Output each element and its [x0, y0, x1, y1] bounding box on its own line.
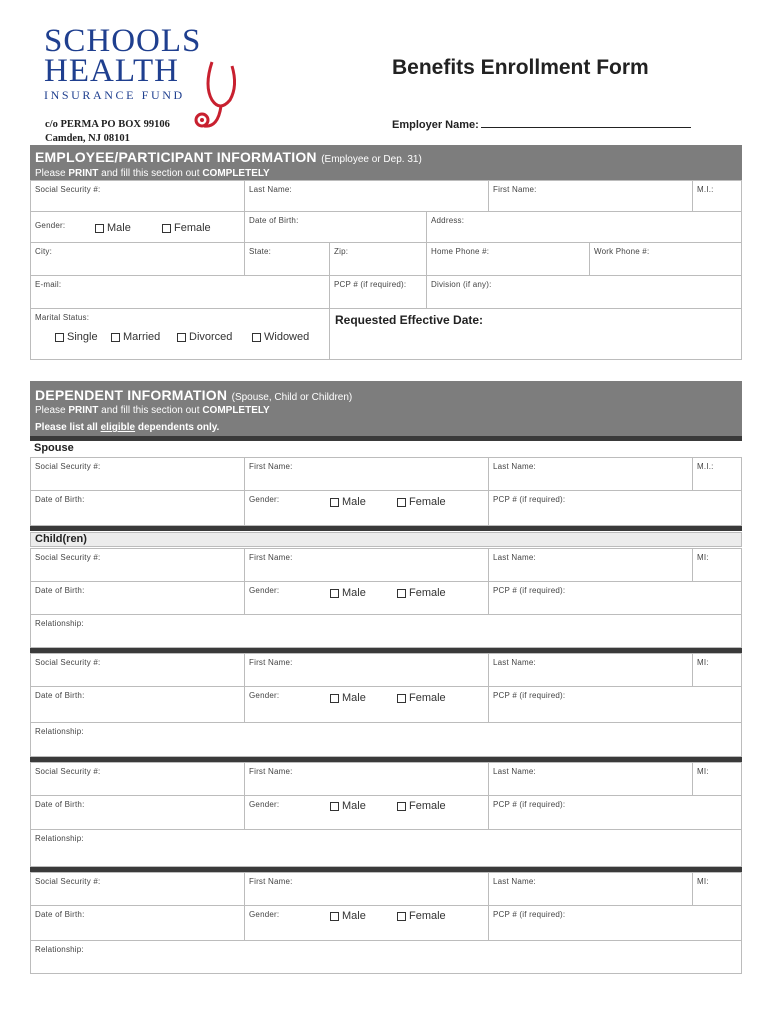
checkbox-label: Male [107, 222, 131, 234]
field-label: City: [35, 247, 52, 256]
mailing-address [45, 118, 170, 146]
checkbox-label: Male [342, 692, 366, 704]
checkbox-label: Female [409, 692, 446, 704]
child-4-gender-male-checkbox[interactable] [330, 910, 366, 922]
field-label: Last Name: [493, 553, 536, 562]
field-label: Last Name: [493, 658, 536, 667]
spouse-first-name-field[interactable] [244, 457, 489, 491]
stethoscope-icon [194, 56, 244, 136]
employee-pcp-field[interactable] [329, 275, 427, 309]
checkbox-icon [330, 912, 339, 921]
checkbox-icon [397, 589, 406, 598]
employee-email-field[interactable] [30, 275, 330, 309]
checkbox-label: Male [342, 800, 366, 812]
field-label: Social Security #: [35, 877, 101, 886]
child-2-last-name-field[interactable] [488, 653, 693, 687]
checkbox-label: Female [409, 496, 446, 508]
field-label: Division (if any): [431, 280, 492, 289]
child-2-mi-field[interactable] [692, 653, 742, 687]
employee-gender-field [30, 211, 245, 243]
checkbox-icon [111, 333, 120, 342]
child-4-gender-field [244, 905, 489, 941]
child-1-first-name-field[interactable] [244, 548, 489, 582]
field-label: First Name: [249, 553, 293, 562]
field-label: Date of Birth: [35, 586, 85, 595]
employee-gender-male-checkbox[interactable] [95, 222, 131, 234]
employee-section-subtitle: (Employee or Dep. 31) [321, 154, 422, 165]
field-label: Last Name: [493, 767, 536, 776]
employee-city-field[interactable] [30, 242, 245, 276]
child-3-relationship-field[interactable] [30, 829, 742, 867]
instr-text: Please [35, 405, 69, 416]
field-label: E-mail: [35, 280, 62, 289]
checkbox-label: Female [409, 910, 446, 922]
dependent-section-banner [30, 381, 742, 436]
checkbox-label: Married [123, 331, 161, 343]
checkbox-icon [330, 498, 339, 507]
spouse-gender-male-checkbox[interactable] [330, 496, 366, 508]
field-label: MI: [697, 877, 709, 886]
instr-text-mid: and fill this section out [98, 168, 203, 179]
instr-print: PRINT [68, 405, 99, 416]
employee-gender-female-checkbox[interactable] [162, 222, 211, 234]
field-label: Last Name: [493, 462, 536, 471]
checkbox-icon [397, 498, 406, 507]
instr-text: Please [35, 168, 69, 179]
employee-dob-field[interactable] [244, 211, 427, 243]
child-1-ssn-field[interactable] [30, 548, 245, 582]
employee-address-field[interactable] [426, 211, 742, 243]
field-label: M.I.: [697, 185, 714, 194]
employer-name-field[interactable] [392, 117, 691, 131]
field-label: Relationship: [35, 727, 84, 736]
instr-print: PRINT [68, 168, 99, 179]
employee-zip-field[interactable] [329, 242, 427, 276]
checkbox-icon [95, 224, 104, 233]
employee-instructions [35, 168, 270, 179]
marital-divorced-checkbox[interactable] [177, 331, 232, 343]
checkbox-icon [177, 333, 186, 342]
field-label: Marital Status: [35, 313, 90, 322]
field-label: Gender: [249, 910, 280, 919]
child-1-gender-female-checkbox[interactable] [397, 587, 446, 599]
checkbox-label: Male [342, 587, 366, 599]
field-label: PCP # (if required): [493, 800, 566, 809]
employee-division-field[interactable] [426, 275, 742, 309]
field-label: Work Phone #: [594, 247, 650, 256]
field-label: Social Security #: [35, 462, 101, 471]
child-1-gender-field [244, 581, 489, 615]
spouse-last-name-field[interactable] [488, 457, 693, 491]
fund-logo [44, 23, 244, 116]
divider-bar [30, 436, 742, 441]
field-label: First Name: [249, 877, 293, 886]
note-text: Please list all [35, 422, 101, 433]
field-label: First Name: [249, 462, 293, 471]
field-label: PCP # (if required): [493, 495, 566, 504]
child-3-gender-male-checkbox[interactable] [330, 800, 366, 812]
checkbox-label: Female [409, 587, 446, 599]
child-1-last-name-field[interactable] [488, 548, 693, 582]
field-label: Home Phone #: [431, 247, 490, 256]
child-3-first-name-field[interactable] [244, 762, 489, 796]
field-label: First Name: [249, 767, 293, 776]
marital-single-checkbox[interactable] [55, 331, 98, 343]
field-label: Social Security #: [35, 553, 101, 562]
child-3-gender-field [244, 795, 489, 830]
child-2-gender-male-checkbox[interactable] [330, 692, 366, 704]
checkbox-label: Female [409, 800, 446, 812]
checkbox-icon [397, 802, 406, 811]
child-4-pcp-field[interactable] [488, 905, 742, 941]
child-1-pcp-field[interactable] [488, 581, 742, 615]
field-label: Gender: [35, 221, 66, 230]
instr-completely: COMPLETELY [202, 405, 270, 416]
child-3-pcp-field[interactable] [488, 795, 742, 830]
address-line-1: c/o PERMA PO BOX 99106 [45, 119, 170, 130]
spouse-pcp-field[interactable] [488, 490, 742, 526]
field-label: Relationship: [35, 619, 84, 628]
divider-bar [30, 526, 742, 531]
dependent-section-title: DEPENDENT INFORMATION [35, 387, 228, 403]
child-4-dob-field[interactable] [30, 905, 245, 941]
checkbox-icon [55, 333, 64, 342]
child-2-first-name-field[interactable] [244, 653, 489, 687]
child-3-dob-field[interactable] [30, 795, 245, 830]
field-label: Social Security #: [35, 185, 101, 194]
child-2-gender-field [244, 686, 489, 723]
employee-section-banner [30, 145, 742, 181]
checkbox-icon [397, 912, 406, 921]
field-label: Address: [431, 216, 465, 225]
marital-widowed-checkbox[interactable] [252, 331, 309, 343]
logo-line-schools: SCHOOLS [44, 23, 202, 59]
field-label: PCP # (if required): [334, 280, 407, 289]
field-label: Date of Birth: [35, 800, 85, 809]
field-label: Gender: [249, 586, 280, 595]
field-label: PCP # (if required): [493, 691, 566, 700]
child-1-dob-field[interactable] [30, 581, 245, 615]
page-title: Benefits Enrollment Form [392, 56, 649, 79]
marital-married-checkbox[interactable] [111, 331, 160, 343]
checkbox-icon [330, 802, 339, 811]
checkbox-label: Single [67, 331, 98, 343]
requested-effective-date-label: Requested Effective Date: [335, 313, 484, 327]
dependent-eligibility-note [35, 422, 219, 433]
dependent-section-subtitle: (Spouse, Child or Children) [231, 392, 353, 403]
field-label: M.I.: [697, 462, 714, 471]
field-label: Date of Birth: [249, 216, 299, 225]
child-4-gender-female-checkbox[interactable] [397, 910, 446, 922]
child-4-last-name-field[interactable] [488, 872, 693, 906]
employer-name-label: Employer Name: [392, 119, 479, 131]
field-label: Relationship: [35, 945, 84, 954]
field-label: Gender: [249, 691, 280, 700]
field-label: Zip: [334, 247, 349, 256]
children-heading: Child(ren) [30, 532, 742, 547]
field-label: PCP # (if required): [493, 586, 566, 595]
field-label: Gender: [249, 495, 280, 504]
field-label: Date of Birth: [35, 910, 85, 919]
employee-first-name-field[interactable] [488, 180, 693, 212]
field-label: Gender: [249, 800, 280, 809]
employee-last-name-field[interactable] [244, 180, 489, 212]
employee-home-phone-field[interactable] [426, 242, 590, 276]
field-label: First Name: [249, 658, 293, 667]
dependent-instructions [35, 405, 270, 416]
spouse-gender-field [244, 490, 489, 526]
field-label: Date of Birth: [35, 691, 85, 700]
logo-line-health: HEALTH [44, 53, 179, 89]
logo-line-insurance-fund: INSURANCE FUND [44, 88, 185, 102]
checkbox-label: Female [174, 222, 211, 234]
child-2-ssn-field[interactable] [30, 653, 245, 687]
child-3-ssn-field[interactable] [30, 762, 245, 796]
spouse-mi-field[interactable] [692, 457, 742, 491]
child-4-first-name-field[interactable] [244, 872, 489, 906]
child-1-relationship-field[interactable] [30, 614, 742, 648]
field-label: PCP # (if required): [493, 910, 566, 919]
child-2-pcp-field[interactable] [488, 686, 742, 723]
employee-state-field[interactable] [244, 242, 330, 276]
checkbox-label: Male [342, 910, 366, 922]
field-label: Date of Birth: [35, 495, 85, 504]
checkbox-icon [330, 589, 339, 598]
spouse-ssn-field[interactable] [30, 457, 245, 491]
child-2-gender-female-checkbox[interactable] [397, 692, 446, 704]
field-label: Last Name: [249, 185, 292, 194]
child-3-gender-female-checkbox[interactable] [397, 800, 446, 812]
instr-text-mid: and fill this section out [98, 405, 203, 416]
checkbox-icon [252, 333, 261, 342]
child-4-ssn-field[interactable] [30, 872, 245, 906]
employee-mi-field[interactable] [692, 180, 742, 212]
child-1-gender-male-checkbox[interactable] [330, 587, 366, 599]
field-label: State: [249, 247, 272, 256]
checkbox-label: Male [342, 496, 366, 508]
checkbox-icon [330, 694, 339, 703]
spouse-heading: Spouse [30, 442, 742, 457]
checkbox-icon [162, 224, 171, 233]
checkbox-icon [397, 694, 406, 703]
note-text-post: dependents only. [135, 422, 220, 433]
spouse-gender-female-checkbox[interactable] [397, 496, 446, 508]
employee-work-phone-field[interactable] [589, 242, 742, 276]
child-3-mi-field[interactable] [692, 762, 742, 796]
child-4-mi-field[interactable] [692, 872, 742, 906]
field-label: MI: [697, 658, 709, 667]
address-line-2: Camden, NJ 08101 [45, 133, 130, 144]
field-label: Social Security #: [35, 658, 101, 667]
field-label: Relationship: [35, 834, 84, 843]
field-label: MI: [697, 553, 709, 562]
spouse-dob-field[interactable] [30, 490, 245, 526]
field-label: Social Security #: [35, 767, 101, 776]
checkbox-label: Divorced [189, 331, 233, 343]
employer-name-line[interactable] [481, 117, 691, 128]
note-eligible: eligible [100, 422, 136, 433]
field-label: First Name: [493, 185, 537, 194]
employee-ssn-field[interactable] [30, 180, 245, 212]
child-2-dob-field[interactable] [30, 686, 245, 723]
checkbox-label: Widowed [264, 331, 310, 343]
field-label: Last Name: [493, 877, 536, 886]
child-4-relationship-field[interactable] [30, 940, 742, 974]
instr-completely: COMPLETELY [202, 168, 270, 179]
employee-section-title: EMPLOYEE/PARTICIPANT INFORMATION [35, 149, 317, 165]
child-1-mi-field[interactable] [692, 548, 742, 582]
field-label: MI: [697, 767, 709, 776]
child-3-last-name-field[interactable] [488, 762, 693, 796]
child-2-relationship-field[interactable] [30, 722, 742, 757]
